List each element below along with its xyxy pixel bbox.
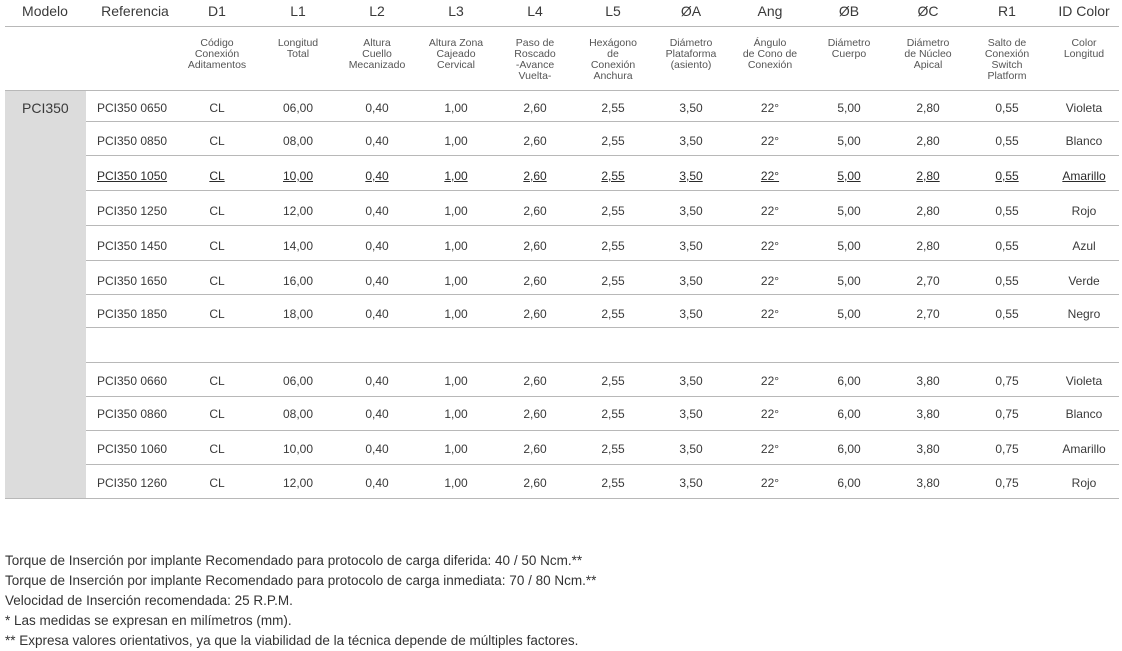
table-cell: 22° <box>760 274 780 288</box>
column-description: Ángulo de Cono de Conexión <box>742 37 798 71</box>
table-cell: 10,00 <box>282 169 314 183</box>
table-cell: 0,75 <box>995 442 1019 456</box>
column-description: Altura Cuello Mecanizado <box>348 37 406 71</box>
table-cell: 0,40 <box>365 407 389 421</box>
table-cell: 3,50 <box>679 407 703 421</box>
table-cell: 0,40 <box>365 101 389 115</box>
table-cell: 3,50 <box>679 169 703 183</box>
column-description: Diámetro de Núcleo Apical <box>904 37 952 71</box>
table-cell: 2,70 <box>916 274 940 288</box>
table-cell: 2,55 <box>601 134 625 148</box>
table-cell: 0,55 <box>995 307 1019 321</box>
table-cell: 0,75 <box>995 407 1019 421</box>
table-cell: 0,40 <box>365 476 389 490</box>
cell-reference: PCI350 0660 <box>97 374 168 388</box>
column-description: Diámetro Cuerpo <box>827 37 871 60</box>
table-cell: 3,50 <box>679 101 703 115</box>
column-code: ØB <box>838 3 860 19</box>
table-cell: CL <box>209 239 225 253</box>
table-cell: 5,00 <box>837 204 861 218</box>
table-cell: 10,00 <box>282 442 314 456</box>
table-cell: 22° <box>760 101 780 115</box>
table-cell: CL <box>209 204 225 218</box>
table-cell: 2,80 <box>916 169 940 183</box>
column-description: Código Conexión Aditamentos <box>187 37 247 71</box>
table-cell: 6,00 <box>837 442 861 456</box>
notes <box>5 551 596 651</box>
table-cell: 12,00 <box>282 476 314 490</box>
table-cell: 5,00 <box>837 307 861 321</box>
table-cell: CL <box>209 407 225 421</box>
table-cell: 0,40 <box>365 204 389 218</box>
table-cell: 2,60 <box>523 274 547 288</box>
table-cell: 6,00 <box>837 476 861 490</box>
row-divider <box>86 362 1119 363</box>
table-cell: Blanco <box>1065 134 1103 148</box>
table-cell: 3,50 <box>679 274 703 288</box>
table-cell: 5,00 <box>837 134 861 148</box>
table-cell: 0,55 <box>995 239 1019 253</box>
table-cell: 6,00 <box>837 374 861 388</box>
table-cell: 3,50 <box>679 307 703 321</box>
table-cell: 2,55 <box>601 442 625 456</box>
row-divider <box>86 225 1119 226</box>
table-cell: CL <box>209 134 225 148</box>
column-description: Color Longitud <box>1063 37 1105 60</box>
table-cell: Blanco <box>1065 407 1103 421</box>
table-cell: 2,60 <box>523 374 547 388</box>
table-cell: 22° <box>760 476 780 490</box>
table-cell: Violeta <box>1065 101 1103 115</box>
note-line: Velocidad de Inserción recomendada: 25 R.P.M. <box>5 593 293 608</box>
table-cell: 1,00 <box>444 239 468 253</box>
table-cell: 1,00 <box>444 307 468 321</box>
table-cell: 22° <box>760 307 780 321</box>
table-cell: 5,00 <box>837 239 861 253</box>
row-divider <box>86 121 1119 122</box>
row-divider <box>86 190 1119 191</box>
table-cell: CL <box>209 442 225 456</box>
table-cell: CL <box>209 307 225 321</box>
column-description: Salto de Conexión Switch Platform <box>984 37 1030 82</box>
table-cell: 0,75 <box>995 374 1019 388</box>
table-cell: 2,55 <box>601 204 625 218</box>
row-divider <box>5 26 1119 27</box>
table-cell: 22° <box>760 442 780 456</box>
cell-reference: PCI350 1260 <box>97 476 168 490</box>
column-description: Diámetro Plataforma (asiento) <box>665 37 717 71</box>
table-cell: 2,60 <box>523 307 547 321</box>
table-cell: Verde <box>1068 274 1100 288</box>
table-cell: 3,50 <box>679 134 703 148</box>
column-code: Ang <box>757 3 783 19</box>
table-cell: 18,00 <box>282 307 314 321</box>
cell-reference: PCI350 1060 <box>97 442 168 456</box>
table-cell: 3,80 <box>916 374 940 388</box>
table-cell: 1,00 <box>444 442 468 456</box>
row-divider <box>86 430 1119 431</box>
table-cell: 5,00 <box>837 274 861 288</box>
table-cell: Rojo <box>1071 204 1097 218</box>
table-cell: 0,55 <box>995 274 1019 288</box>
table-cell: Violeta <box>1065 374 1103 388</box>
table-cell: 2,60 <box>523 239 547 253</box>
column-code: Referencia <box>101 3 169 19</box>
note-line: ** Expresa valores orientativos, ya que la viabilidad de la técnica depende de múltiples factores. <box>5 633 579 648</box>
table-cell: 2,80 <box>916 239 940 253</box>
table-cell: 0,40 <box>365 169 389 183</box>
table-cell: 3,80 <box>916 476 940 490</box>
table-cell: 2,60 <box>523 476 547 490</box>
row-divider <box>86 155 1119 156</box>
table-cell: 1,00 <box>444 204 468 218</box>
table-cell: 1,00 <box>444 101 468 115</box>
cell-reference: PCI350 1050 <box>97 169 168 183</box>
table-cell: 22° <box>760 134 780 148</box>
table-cell: 0,40 <box>365 274 389 288</box>
table-cell: CL <box>209 274 225 288</box>
table-cell: 1,00 <box>444 374 468 388</box>
table-cell: 2,55 <box>601 407 625 421</box>
column-description: Altura Zona Cajeado Cervical <box>428 37 484 71</box>
table-cell: 0,40 <box>365 374 389 388</box>
table-cell: 3,80 <box>916 407 940 421</box>
table-cell: 0,55 <box>995 169 1019 183</box>
table-cell: 22° <box>760 204 780 218</box>
table-cell: 2,80 <box>916 101 940 115</box>
table-cell: 08,00 <box>282 134 314 148</box>
table-cell: 3,50 <box>679 239 703 253</box>
table-cell: 0,55 <box>995 204 1019 218</box>
row-divider <box>86 327 1119 328</box>
table-cell: 5,00 <box>837 101 861 115</box>
table-cell: 14,00 <box>282 239 314 253</box>
column-code: L4 <box>527 3 543 19</box>
table-cell: 1,00 <box>444 169 468 183</box>
row-divider <box>86 294 1119 295</box>
note-line: * Las medidas se expresan en milímetros (mm). <box>5 613 292 628</box>
cell-reference: PCI350 1850 <box>97 307 168 321</box>
table-cell: 2,70 <box>916 307 940 321</box>
cell-reference: PCI350 0860 <box>97 407 168 421</box>
table-cell: 12,00 <box>282 204 314 218</box>
row-divider <box>86 464 1119 465</box>
table-cell: 3,50 <box>679 476 703 490</box>
model-name: PCI350 <box>22 100 69 116</box>
table-cell: 1,00 <box>444 134 468 148</box>
table-cell: CL <box>209 169 225 183</box>
table-cell: 1,00 <box>444 274 468 288</box>
column-code: ØA <box>680 3 702 19</box>
table-cell: 2,60 <box>523 407 547 421</box>
table-cell: 3,50 <box>679 442 703 456</box>
row-divider <box>5 90 1119 91</box>
table-cell: 2,60 <box>523 101 547 115</box>
table-cell: 2,55 <box>601 374 625 388</box>
column-description: Longitud Total <box>277 37 319 60</box>
table-cell: 22° <box>760 169 780 183</box>
column-code: L1 <box>290 3 306 19</box>
table-cell: 2,60 <box>523 204 547 218</box>
table-cell: 5,00 <box>837 169 861 183</box>
row-divider <box>86 396 1119 397</box>
table-cell: Amarillo <box>1062 442 1106 456</box>
table-cell: 6,00 <box>837 407 861 421</box>
table-cell: CL <box>209 476 225 490</box>
column-description: Hexágono de Conexión Anchura <box>589 37 637 82</box>
table-cell: Rojo <box>1071 476 1097 490</box>
table-cell: 0,55 <box>995 134 1019 148</box>
cell-reference: PCI350 0850 <box>97 134 168 148</box>
table-cell: CL <box>209 101 225 115</box>
table-cell: 06,00 <box>282 374 314 388</box>
table-cell: 2,80 <box>916 134 940 148</box>
table-cell: 2,60 <box>523 169 547 183</box>
row-divider <box>86 260 1119 261</box>
table-cell: 22° <box>760 407 780 421</box>
table-cell: 06,00 <box>282 101 314 115</box>
model-column-band <box>5 90 86 499</box>
table-cell: Negro <box>1067 307 1101 321</box>
table-cell: 0,55 <box>995 101 1019 115</box>
column-code: Modelo <box>22 3 68 19</box>
table-cell: 3,50 <box>679 374 703 388</box>
column-code: R1 <box>998 3 1016 19</box>
table-cell: 3,50 <box>679 204 703 218</box>
column-code: L2 <box>369 3 385 19</box>
column-code: L3 <box>448 3 464 19</box>
table-cell: 2,55 <box>601 239 625 253</box>
note-line: Torque de Inserción por implante Recomendado para protocolo de carga inmediata: 70 / 80 Ncm.** <box>5 573 597 588</box>
column-description: Paso de Roscado -Avance Vuelta- <box>514 37 556 82</box>
cell-reference: PCI350 1650 <box>97 274 168 288</box>
table-cell: Azul <box>1072 239 1096 253</box>
cell-reference: PCI350 0650 <box>97 101 168 115</box>
table-cell: 16,00 <box>282 274 314 288</box>
table-cell: 2,60 <box>523 442 547 456</box>
table-cell: 22° <box>760 374 780 388</box>
table-cell: 0,40 <box>365 134 389 148</box>
column-code: ØC <box>917 3 939 19</box>
table-cell: 0,40 <box>365 307 389 321</box>
table-cell: Amarillo <box>1062 169 1106 183</box>
table-cell: 2,55 <box>601 307 625 321</box>
table-cell: 0,75 <box>995 476 1019 490</box>
column-code: D1 <box>208 3 226 19</box>
table-cell: 2,55 <box>601 101 625 115</box>
table-cell: CL <box>209 374 225 388</box>
table-cell: 08,00 <box>282 407 314 421</box>
table-cell: 1,00 <box>444 476 468 490</box>
cell-reference: PCI350 1450 <box>97 239 168 253</box>
table-cell: 2,55 <box>601 169 625 183</box>
table-cell: 0,40 <box>365 442 389 456</box>
column-code: ID Color <box>1058 3 1110 19</box>
row-divider <box>5 498 1119 499</box>
table-cell: 0,40 <box>365 239 389 253</box>
cell-reference: PCI350 1250 <box>97 204 168 218</box>
table-cell: 2,60 <box>523 134 547 148</box>
table-cell: 2,55 <box>601 476 625 490</box>
header-codes <box>5 0 1119 26</box>
table-cell: 2,80 <box>916 204 940 218</box>
column-code: L5 <box>605 3 621 19</box>
note-line: Torque de Inserción por implante Recomendado para protocolo de carga diferida: 40 / 50 Ncm.** <box>5 553 583 568</box>
table-cell: 22° <box>760 239 780 253</box>
table-cell: 3,80 <box>916 442 940 456</box>
table-cell: 1,00 <box>444 407 468 421</box>
table-cell: 2,55 <box>601 274 625 288</box>
